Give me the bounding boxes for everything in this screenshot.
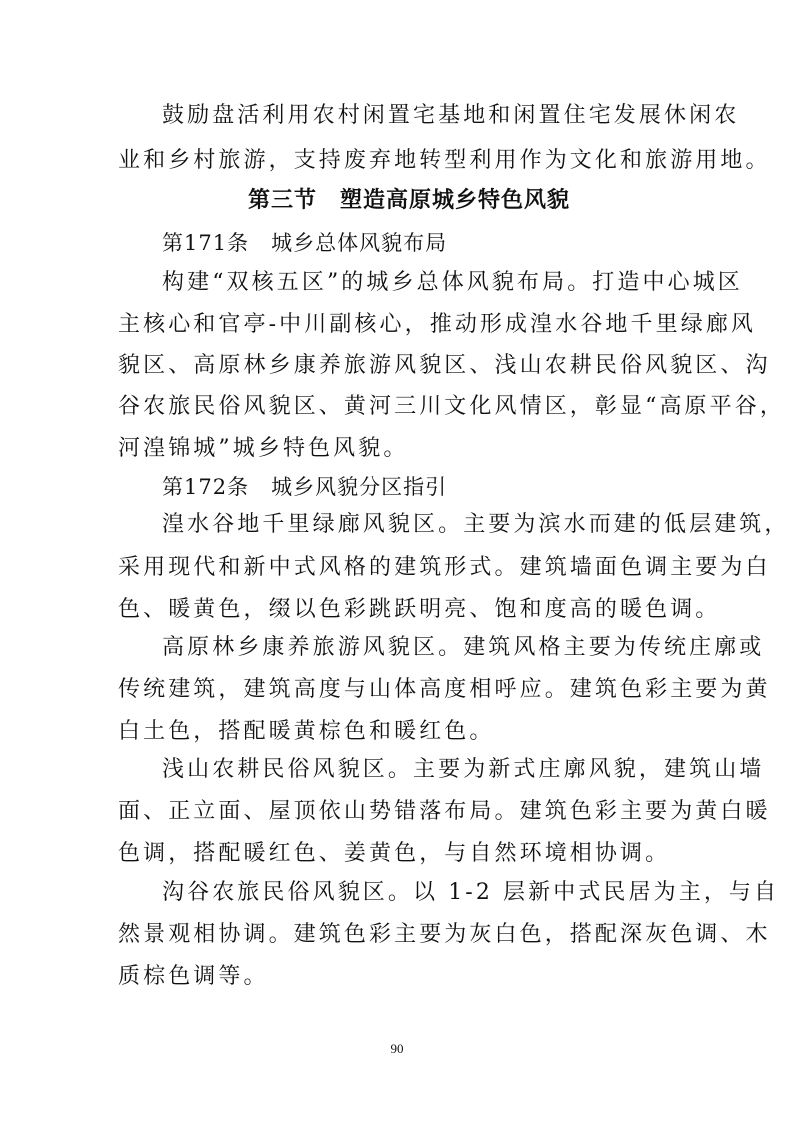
section-heading: 第三节 塑造高原城乡特色风貌 bbox=[248, 188, 571, 213]
page-number: 90 bbox=[390, 1041, 404, 1056]
paragraph-1-line-1: 湟水谷地千里绿廊风貌区。主要为滨水而建的低层建筑， bbox=[162, 512, 790, 537]
article-172-heading: 第172条 城乡风貌分区指引 bbox=[162, 475, 448, 499]
paragraph-3-line-1: 浅山农耕民俗风貌区。主要为新式庄廓风貌，建筑山墙 bbox=[162, 757, 765, 782]
article-171-line-3: 貌区、高原林乡康养旅游风貌区、浅山农耕民俗风貌区、沟 bbox=[118, 353, 771, 378]
paragraph-1-line-2: 采用现代和新中式风格的建筑形式。建筑墙面色调主要为白 bbox=[118, 555, 771, 580]
article-171-line-2: 主核心和官亭-中川副核心，推动形成湟水谷地千里绿廊风 bbox=[118, 312, 757, 337]
paragraph-3-line-3: 色调，搭配暖红色、姜黄色，与自然环境相协调。 bbox=[118, 841, 671, 866]
paragraph-3-line-2: 面、正立面、屋顶依山势错落布局。建筑色彩主要为黄白暖 bbox=[118, 799, 771, 824]
intro-line-2: 业和乡村旅游，支持废弃地转型利用作为文化和旅游用地。 bbox=[118, 148, 771, 173]
paragraph-4-line-3: 质棕色调等。 bbox=[118, 964, 269, 989]
paragraph-4-line-1: 沟谷农旅民俗风貌区。以 1-2 层新中式民居为主，与自 bbox=[162, 880, 780, 905]
article-171-line-4: 谷农旅民俗风貌区、黄河三川文化风情区，彰显“高原平谷， bbox=[118, 394, 785, 419]
paragraph-2-line-1: 高原林乡康养旅游风貌区。建筑风格主要为传统庄廓或 bbox=[162, 635, 765, 660]
article-171-line-5: 河湟锦城”城乡特色风貌。 bbox=[118, 436, 409, 461]
paragraph-1-line-3: 色、暖黄色，缀以色彩跳跃明亮、饱和度高的暖色调。 bbox=[118, 597, 721, 622]
article-171-heading: 第171条 城乡总体风貌布局 bbox=[162, 231, 448, 255]
paragraph-2-line-3: 白土色，搭配暖黄棕色和暖红色。 bbox=[118, 719, 495, 744]
paragraph-2-line-2: 传统建筑，建筑高度与山体高度相呼应。建筑色彩主要为黄 bbox=[118, 677, 771, 702]
article-171-line-1: 构建“双核五区”的城乡总体风貌布局。打造中心城区 bbox=[162, 270, 743, 295]
paragraph-4-line-2: 然景观相协调。建筑色彩主要为灰白色，搭配深灰色调、木 bbox=[118, 922, 771, 947]
intro-line-1: 鼓励盘活利用农村闲置宅基地和闲置住宅发展休闲农 bbox=[162, 103, 740, 128]
